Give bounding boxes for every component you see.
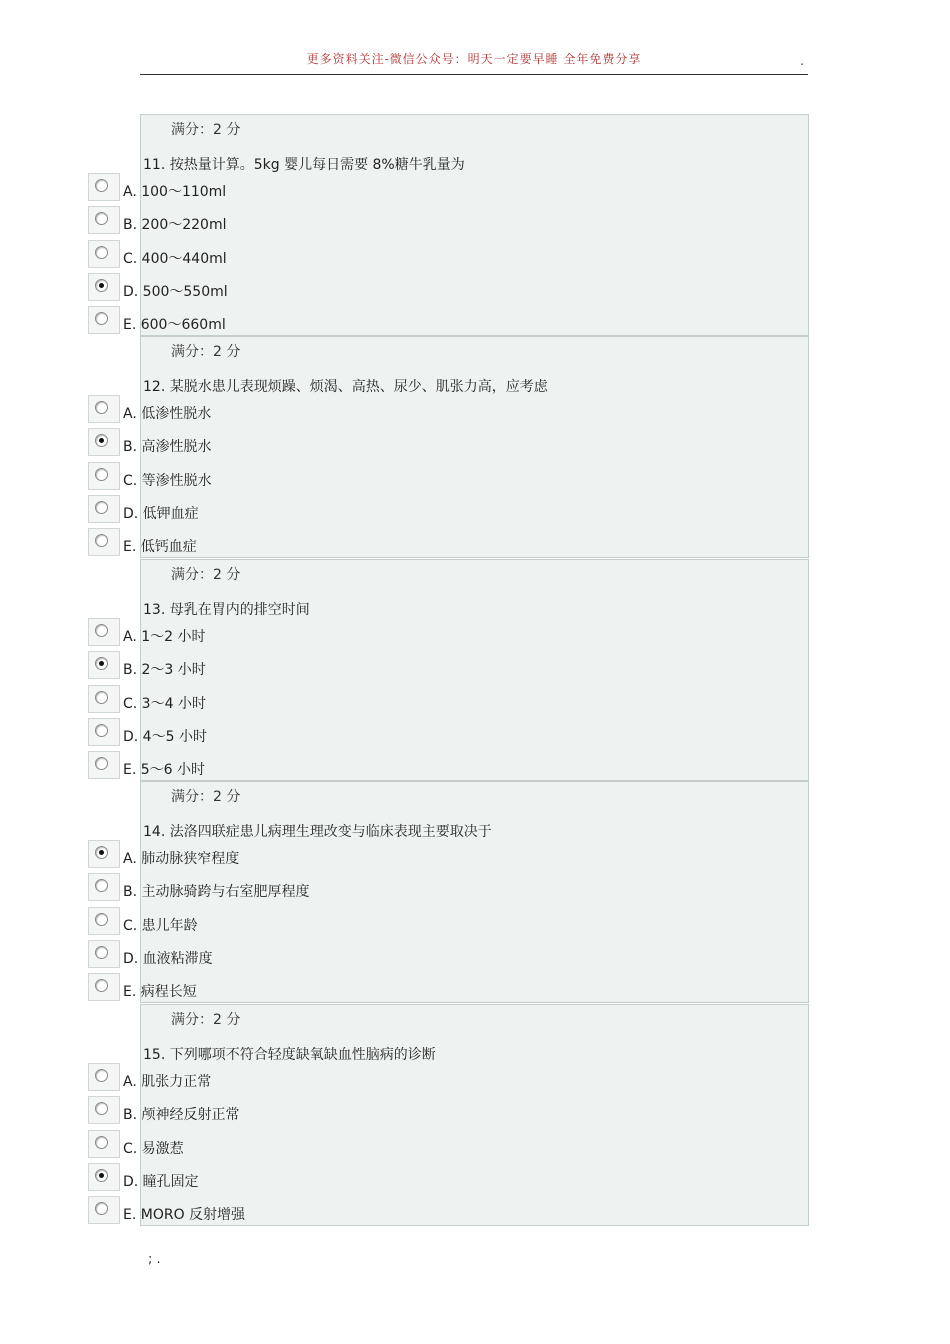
radio-button[interactable]: [95, 724, 108, 737]
question-score: 满分：2 分: [171, 122, 241, 138]
radio-button[interactable]: [95, 879, 108, 892]
radio-button-selected[interactable]: [95, 279, 108, 292]
option-radio-cell: [88, 973, 120, 1001]
page-footer: ; .: [148, 1252, 161, 1267]
radio-button[interactable]: [95, 1202, 108, 1215]
question-panel: [140, 559, 809, 781]
option-radio-cell: [88, 462, 120, 490]
radio-button[interactable]: [95, 246, 108, 259]
option-label[interactable]: D. 血液粘滞度: [123, 951, 213, 967]
option-radio-cell: [88, 240, 120, 268]
option-radio-cell: [88, 495, 120, 523]
question-block: [0, 1004, 950, 1226]
option-label[interactable]: A. 肌张力正常: [123, 1074, 212, 1090]
question-stem: 12. 某脱水患儿表现烦躁、烦渴、高热、尿少、肌张力高，应考虑: [143, 379, 548, 395]
question-panel: [140, 114, 809, 336]
question-stem: 14. 法洛四联症患儿病理生理改变与临床表现主要取决于: [143, 824, 492, 840]
option-label[interactable]: C. 等渗性脱水: [123, 473, 212, 489]
option-radio-cell: [88, 1063, 120, 1091]
radio-button[interactable]: [95, 401, 108, 414]
option-radio-cell: [88, 173, 120, 201]
option-label[interactable]: E. MORO 反射增强: [123, 1207, 246, 1223]
option-label[interactable]: B. 高渗性脱水: [123, 439, 212, 455]
option-label[interactable]: A. 100～110ml: [123, 184, 227, 200]
option-label[interactable]: B. 主动脉骑跨与右室肥厚程度: [123, 884, 310, 900]
option-label[interactable]: A. 肺动脉狭窄程度: [123, 851, 240, 867]
radio-button-selected[interactable]: [95, 434, 108, 447]
radio-button[interactable]: [95, 757, 108, 770]
option-label[interactable]: D. 500～550ml: [123, 284, 228, 300]
option-label[interactable]: C. 3～4 小时: [123, 696, 206, 712]
option-radio-cell: [88, 306, 120, 334]
option-radio-cell: [88, 1163, 120, 1191]
question-panel: [140, 336, 809, 558]
option-label[interactable]: D. 低钾血症: [123, 506, 199, 522]
option-label[interactable]: A. 1～2 小时: [123, 629, 206, 645]
option-radio-cell: [88, 395, 120, 423]
question-score: 满分：2 分: [171, 1012, 241, 1028]
question-block: [0, 114, 950, 336]
radio-button[interactable]: [95, 624, 108, 637]
question-score: 满分：2 分: [171, 789, 241, 805]
option-label[interactable]: E. 病程长短: [123, 984, 197, 1000]
question-stem: 11. 按热量计算。5kg 婴儿每日需要 8%糖牛乳量为: [143, 157, 465, 173]
radio-button-selected[interactable]: [95, 1169, 108, 1182]
question-score: 满分：2 分: [171, 567, 241, 583]
option-label[interactable]: D. 4～5 小时: [123, 729, 207, 745]
option-radio-cell: [88, 1196, 120, 1224]
option-radio-cell: [88, 528, 120, 556]
option-radio-cell: [88, 428, 120, 456]
header-text: 更多资料关注-微信公众号：明天一定要早睡 全年免费分享: [306, 52, 642, 66]
radio-button[interactable]: [95, 1136, 108, 1149]
option-label[interactable]: A. 低渗性脱水: [123, 406, 212, 422]
option-radio-cell: [88, 1130, 120, 1158]
option-radio-cell: [88, 840, 120, 868]
option-label[interactable]: E. 600～660ml: [123, 317, 226, 333]
option-label[interactable]: E. 低钙血症: [123, 539, 197, 555]
radio-button[interactable]: [95, 312, 108, 325]
option-radio-cell: [88, 873, 120, 901]
question-block: [0, 336, 950, 558]
radio-button[interactable]: [95, 534, 108, 547]
radio-button[interactable]: [95, 979, 108, 992]
radio-button[interactable]: [95, 1102, 108, 1115]
radio-button[interactable]: [95, 946, 108, 959]
option-radio-cell: [88, 940, 120, 968]
option-radio-cell: [88, 651, 120, 679]
option-radio-cell: [88, 273, 120, 301]
radio-button[interactable]: [95, 212, 108, 225]
option-radio-cell: [88, 618, 120, 646]
option-label[interactable]: B. 200～220ml: [123, 217, 227, 233]
radio-button[interactable]: [95, 691, 108, 704]
option-radio-cell: [88, 718, 120, 746]
question-stem: 13. 母乳在胃内的排空时间: [143, 602, 310, 618]
question-stem: 15. 下列哪项不符合轻度缺氧缺血性脑病的诊断: [143, 1047, 436, 1063]
radio-button[interactable]: [95, 913, 108, 926]
option-label[interactable]: C. 易激惹: [123, 1141, 184, 1157]
header-dot: .: [800, 54, 804, 68]
option-radio-cell: [88, 685, 120, 713]
option-label[interactable]: E. 5～6 小时: [123, 762, 206, 778]
question-block: [0, 559, 950, 781]
option-label[interactable]: C. 400～440ml: [123, 251, 227, 267]
option-label[interactable]: B. 颅神经反射正常: [123, 1107, 240, 1123]
option-radio-cell: [88, 1096, 120, 1124]
option-label[interactable]: B. 2～3 小时: [123, 662, 206, 678]
radio-button-selected[interactable]: [95, 846, 108, 859]
option-label[interactable]: C. 患儿年龄: [123, 918, 198, 934]
radio-button-selected[interactable]: [95, 657, 108, 670]
page-header: [140, 48, 808, 75]
option-radio-cell: [88, 907, 120, 935]
option-label[interactable]: D. 瞳孔固定: [123, 1174, 199, 1190]
radio-button[interactable]: [95, 468, 108, 481]
question-panel: [140, 1004, 809, 1226]
option-radio-cell: [88, 751, 120, 779]
question-score: 满分：2 分: [171, 344, 241, 360]
radio-button[interactable]: [95, 501, 108, 514]
radio-button[interactable]: [95, 1069, 108, 1082]
option-radio-cell: [88, 206, 120, 234]
question-block: [0, 781, 950, 1003]
radio-button[interactable]: [95, 179, 108, 192]
